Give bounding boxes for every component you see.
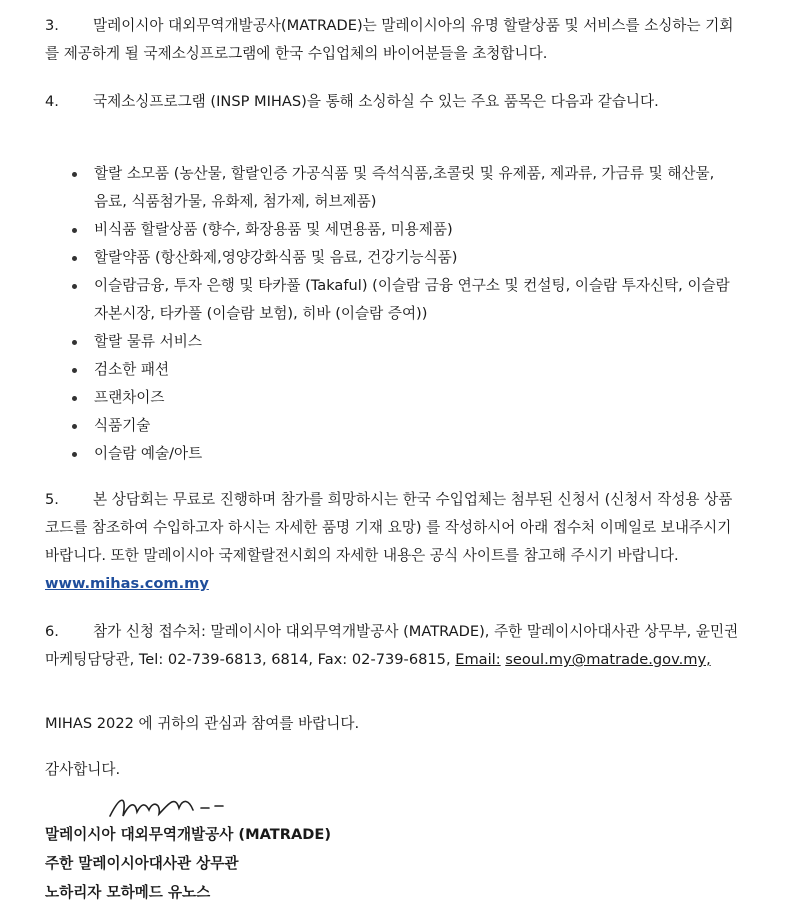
bullet-icon — [72, 368, 77, 373]
paragraph-3 — [45, 12, 745, 68]
paragraph-number: 5. — [45, 491, 59, 508]
bullet-icon — [72, 284, 77, 289]
bullet-icon — [72, 396, 77, 401]
paragraph-text: 말레이시아 대외무역개발공사(MATRADE)는 말레이시아의 유명 할랄상품 및 서비스를 소싱하는 기회를 제공하게 될 국제소싱프로그램에 한국 수입업체의 바이어분들을 초청합니다. — [45, 17, 734, 62]
thanks-line: 감사합니다. — [45, 761, 121, 778]
email-label: Email: — [455, 651, 501, 668]
signatory-block — [45, 820, 331, 907]
paragraph-text: 본 상담회는 무료로 진행하며 참가를 희망하시는 한국 수입업체는 첨부된 신청서 (신청서 작성용 상품코드를 참조하여 수입하고자 하시는 자세한 품명 기재 요망) 를 작성하시어 아래 접수처 이메일로 보내주시기 바랍니다. 또한 말레이시아 국제할랄전시회의 자세한 내용은 공식 사이트를 참고해 주시기 바랍니다. — [45, 491, 733, 564]
signatory-name: 노하리자 모하메드 유노스 — [45, 884, 211, 901]
email-link[interactable]: seoul.my@matrade.gov.my, — [505, 651, 711, 668]
list-item: 식품기술 — [72, 412, 732, 440]
paragraph-number: 6. — [45, 623, 59, 640]
list-item: 이슬람 예술/아트 — [72, 440, 732, 468]
list-item: 할랄 물류 서비스 — [72, 328, 732, 356]
paragraph-text: 국제소싱프로그램 (INSP MIHAS)을 통해 소싱하실 수 있는 주요 품목은 다음과 같습니다. — [93, 93, 659, 110]
paragraph-5 — [45, 486, 745, 598]
paragraph-4 — [45, 88, 745, 116]
signatory-title: 주한 말레이시아대사관 상무관 — [45, 855, 239, 872]
paragraph-number: 3. — [45, 17, 59, 34]
signatory-org: 말레이시아 대외무역개발공사 (MATRADE) — [45, 826, 332, 843]
bullet-icon — [72, 256, 77, 261]
closing-line: MIHAS 2022 에 귀하의 관심과 참여를 바랍니다. — [45, 715, 360, 732]
mihas-website-link[interactable]: www.mihas.com.my — [45, 575, 209, 592]
paragraph-6 — [45, 618, 745, 674]
paragraph-number: 4. — [45, 93, 59, 110]
list-item: 프랜차이즈 — [72, 384, 732, 412]
bullet-icon — [72, 340, 77, 345]
bullet-icon — [72, 424, 77, 429]
list-item: 할랄 소모품 (농산물, 할랄인증 가공식품 및 즉석식품,초콜릿 및 유제품, 제과류, 가금류 및 해산물, 음료, 식품첨가물, 유화제, 첨가제, 허브제품) — [72, 160, 732, 216]
bullet-icon — [72, 228, 77, 233]
paragraph-text: 참가 신청 접수처: 말레이시아 대외무역개발공사 (MATRADE), 주한 말레이시아대사관 상무부, 윤민권 마케팅담당관, Tel: 02-739-6813, 6814, Fax: 02-739-6815, — [45, 623, 739, 668]
bullet-icon — [72, 172, 77, 177]
list-item: 검소한 패션 — [72, 356, 732, 384]
bullet-icon — [72, 452, 77, 457]
list-item: 비식품 할랄상품 (향수, 화장용품 및 세면용품, 미용제품) — [72, 216, 732, 244]
list-item: 이슬람금융, 투자 은행 및 타카풀 (Takaful) (이슬람 금융 연구소 및 컨설팅, 이슬람 투자신탁, 이슬람 자본시장, 타카풀 (이슬람 보험), 히바 (이슬람 증여)) — [72, 272, 732, 328]
list-item: 할랄약품 (항산화제,영양강화식품 및 음료, 건강기능식품) — [72, 244, 732, 272]
product-list — [72, 160, 732, 468]
